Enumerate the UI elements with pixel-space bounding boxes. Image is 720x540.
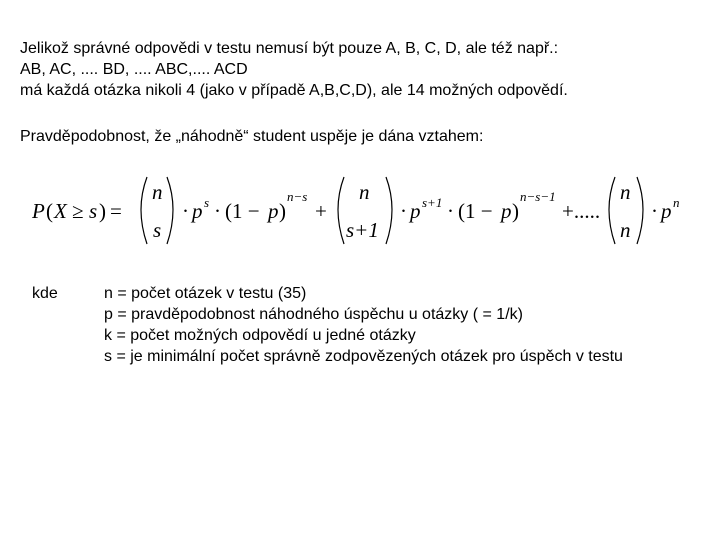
dot-operator: ·	[214, 199, 221, 223]
formula-X: X	[54, 199, 67, 223]
p-symbol: p	[661, 199, 672, 223]
intro-text	[20, 38, 568, 101]
p-symbol: p	[268, 199, 279, 223]
formula-close-paren: )	[99, 199, 106, 223]
binom1-right-paren	[167, 177, 173, 244]
binom3-left-paren	[609, 177, 615, 244]
binom2-top: n	[359, 180, 370, 204]
binom2-left-paren	[338, 177, 344, 244]
definition-item: k = počet možných odpovědí u jedné otázky	[104, 327, 416, 344]
formula-equals: =	[110, 199, 122, 223]
p-symbol: p	[410, 199, 421, 223]
definitions-list	[104, 283, 623, 367]
formula-s: s	[89, 199, 98, 223]
close-paren: )	[512, 199, 519, 223]
exponent-s-plus-1: s+1	[422, 195, 443, 210]
p-symbol: p	[192, 199, 203, 223]
probability-formula	[32, 174, 692, 248]
binom1-top: n	[152, 180, 163, 204]
formula-P: P	[32, 199, 45, 223]
definition-item: p = pravděpodobnost náhodného úspěchu u otázky ( = 1/k)	[104, 306, 523, 323]
probability-sentence: Pravděpodobnost, že „náhodně“ student uspěje je dána vztahem:	[20, 128, 484, 145]
p-symbol: p	[501, 199, 512, 223]
binom3-bottom: n	[620, 218, 631, 242]
intro-line: AB, AC, .... BD, .... ABC,.... ACD	[20, 61, 248, 78]
binom3-right-paren	[637, 177, 643, 244]
binom2-right-paren	[386, 177, 392, 244]
one-minus: (1 −	[225, 199, 260, 223]
binom3-top: n	[620, 180, 631, 204]
dot-operator: ·	[447, 199, 454, 223]
binom1-left-paren	[141, 177, 147, 244]
plus-sign: +	[315, 199, 327, 223]
where-label: kde	[32, 285, 58, 302]
dot-operator: ·	[651, 199, 658, 223]
definition-item: n = počet otázek v testu (35)	[104, 285, 307, 302]
one-minus: (1 −	[458, 199, 493, 223]
formula-ge: ≥	[72, 199, 84, 223]
intro-line: Jelikož správné odpovědi v testu nemusí být pouze A, B, C, D, ale též např.:	[20, 40, 559, 57]
exponent-n-minus-s: n−s	[287, 189, 308, 204]
exponent-n-minus-s-minus-1: n−s−1	[520, 189, 556, 204]
exponent-s: s	[204, 195, 210, 210]
intro-line: má každá otázka nikoli 4 (jako v případě A,B,C,D), ale 14 možných odpovědí.	[20, 82, 568, 99]
formula-open-paren: (	[46, 199, 53, 223]
definition-item: s = je minimální počet správně zodpovězených otázek pro úspěch v testu	[104, 348, 623, 365]
dot-operator: ·	[182, 199, 189, 223]
binom1-bottom: s	[153, 218, 162, 242]
binom2-bottom: s+1	[346, 218, 379, 242]
exponent-n: n	[673, 195, 680, 210]
dot-operator: ·	[400, 199, 407, 223]
close-paren: )	[279, 199, 286, 223]
ellipsis: +.....	[562, 199, 601, 223]
